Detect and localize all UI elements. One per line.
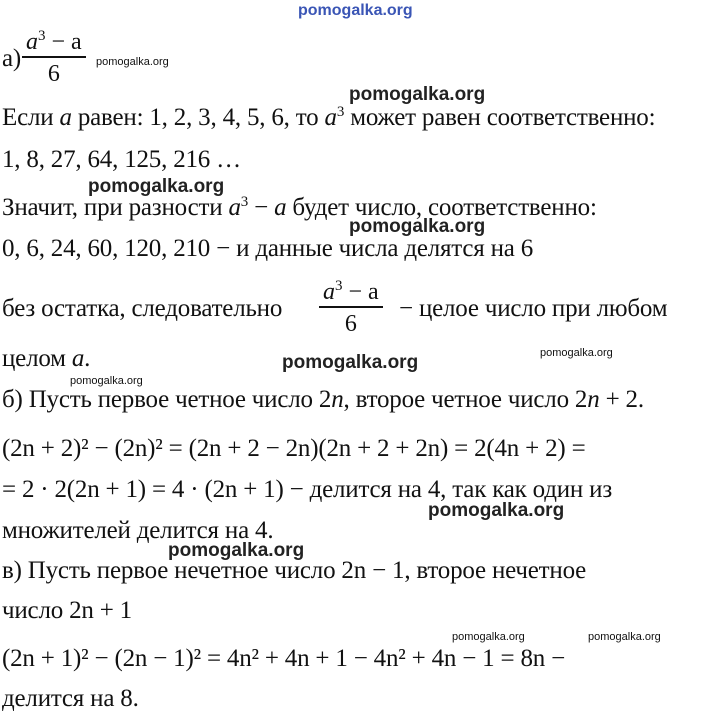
part-a-line-5-start: без остатка, следовательно xyxy=(2,295,283,322)
watermark-top: pomogalka.org xyxy=(298,2,413,19)
watermark-big: pomogalka.org xyxy=(88,176,225,197)
watermark-big: pomogalka.org xyxy=(349,216,486,237)
part-b-line-4: множителей делится на 4. xyxy=(2,517,274,544)
part-a-line-4: 0, 6, 24, 60, 120, 210 − и данные числа делятся на 6 xyxy=(2,235,534,262)
watermark-small: pomogalka.org xyxy=(452,631,525,643)
watermark-small: pomogalka.org xyxy=(540,347,613,359)
part-a-line-6: целом a. xyxy=(2,345,91,372)
part-c-line-1: в) Пусть первое нечетное число 2n − 1, второе нечетное xyxy=(2,557,587,584)
watermark-big: pomogalka.org xyxy=(349,84,486,105)
part-c-line-3: (2n + 1)² − (2n − 1)² = 4n² + 4n + 1 − 4n² + 4n − 1 = 8n − xyxy=(2,645,566,672)
part-a-line-1: Если a равен: 1, 2, 3, 4, 5, 6, то $a^3$ может равен соответственно: xyxy=(2,104,656,131)
watermark-small: pomogalka.org xyxy=(588,631,661,643)
fraction-a3-minus-a-over-6: $a^3 - a$ 6 xyxy=(319,278,383,338)
part-c-line-2: число 2n + 1 xyxy=(2,597,132,624)
part-b-line-1: б) Пусть первое четное число 2n, второе четное число 2n + 2. xyxy=(2,386,644,413)
watermark-small: pomogalka.org xyxy=(96,56,169,68)
part-a-label: а) xyxy=(2,45,22,72)
part-a-line-2: 1, 8, 27, 64, 125, 216 … xyxy=(2,146,241,173)
watermark-big: pomogalka.org xyxy=(168,540,305,561)
part-c-line-4: делится на 8. xyxy=(2,685,139,712)
watermark-big: pomogalka.org xyxy=(282,352,419,373)
part-a-line-5-end: − целое число при любом xyxy=(399,295,668,322)
watermark-small: pomogalka.org xyxy=(70,375,143,387)
fraction-a3-minus-a-over-6: $a^3 - a$ 6 xyxy=(22,28,86,88)
part-a-line-3: Значит, при разности $a^3 - a$ будет число, соответственно: xyxy=(2,194,597,221)
part-b-line-2: (2n + 2)² − (2n)² = (2n + 2 − 2n)(2n + 2 + 2n) = 2(4n + 2) = xyxy=(2,435,586,462)
watermark-big: pomogalka.org xyxy=(428,500,565,521)
part-b-line-3: = 2 · 2(2n + 1) = 4 · (2n + 1) − делится на 4, так как один из xyxy=(2,476,613,503)
